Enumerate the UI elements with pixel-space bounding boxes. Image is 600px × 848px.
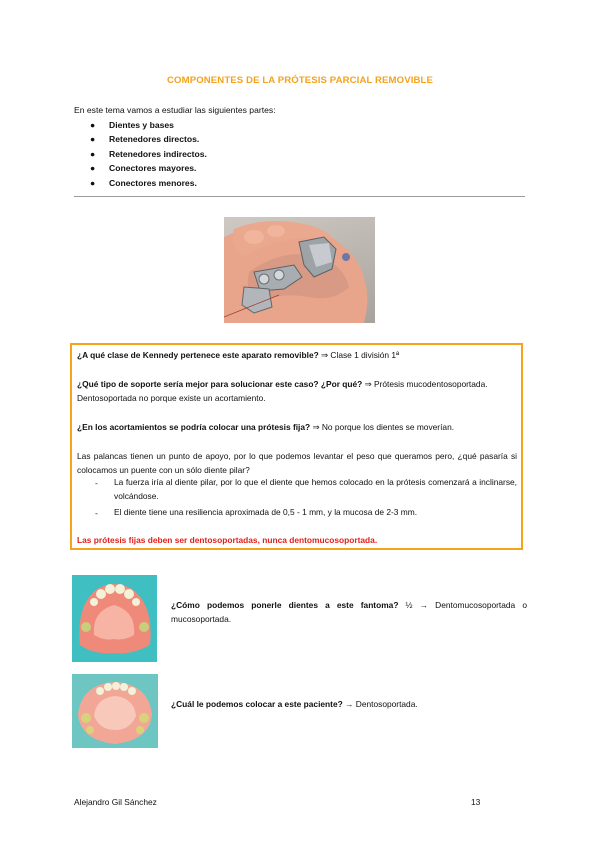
divider [74,196,525,197]
bullet-icon: ● [90,134,96,145]
list-item: ● Retenedores indirectos. [90,147,207,161]
bullet-icon: ● [90,148,96,159]
page-number: 13 [471,797,481,807]
question-kennedy: ¿A qué clase de Kennedy pertenece este aparato removible? ⇒ Clase 1 división 1ª [77,350,400,360]
bullet-icon: ● [90,120,96,130]
case-patient-question: ¿Cuál le podemos colocar a este paciente? → Dentosoportada. [171,699,418,709]
dash-bullet: - [95,478,98,488]
dash-item-resilience: El diente tiene una resiliencia aproximada de 0,5 - 1 mm, y la mucosa de 2-3 mm. [114,507,418,517]
list-item: ● Dientes y bases [90,118,207,132]
list-item: ● Conectores mayores. [90,161,207,175]
denture-photo [224,217,375,323]
case-phantom-question: ¿Cómo podemos ponerle dientes a este fantoma? ½ → Dentomucosoportada o mucosoportada. [171,600,527,624]
parts-list [90,118,207,190]
fixed-prosthesis-note: Las prótesis fijas deben ser dentosoportadas, nunca dentomucosoportada. [77,535,378,545]
patient-photo [72,674,158,748]
bullet-icon: ● [90,163,96,174]
intro-text: En este tema vamos a estudiar las siguientes partes: [74,105,276,115]
question-support: ¿Qué tipo de soporte sería mejor para solucionar este caso? ¿Por qué? ⇒ Prótesis mucodentosoportada. Dentosoportada no porque existe un acortamiento. [77,379,488,403]
question-fixed: ¿En los acortamientos se podría colocar una prótesis fija? ⇒ No porque los dientes se moverían. [77,422,455,432]
footer-author: Alejandro Gil Sánchez [74,797,157,807]
paragraph-levers: Las palancas tienen un punto de apoyo, por lo que podemos levantar el peso que queramos pero, ¿qué pasaría si colocamos un puente con un sólo diente pilar? [77,451,517,475]
phantom-photo [72,575,157,662]
bullet-icon: ● [90,177,96,188]
list-item: ● Retenedores directos. [90,132,207,146]
page-title: COMPONENTES DE LA PRÓTESIS PARCIAL REMOVIBLE [167,75,433,86]
dash-item-force: La fuerza iría al diente pilar, por lo que el diente que hemos colocado en la prótesis comenzará a inclinarse, volcándose. [114,477,517,501]
dash-bullet: - [95,508,98,518]
list-item: ● Conectores menores. [90,176,207,190]
